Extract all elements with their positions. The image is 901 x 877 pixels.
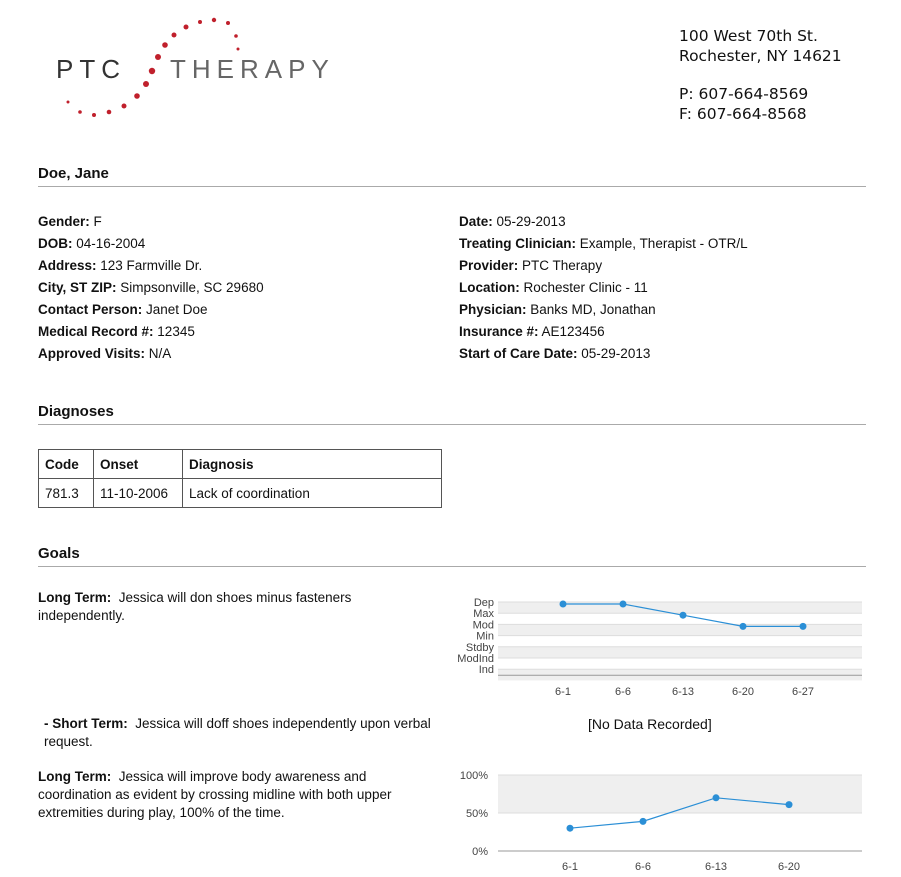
data-point (620, 601, 627, 608)
info-value: PTC Therapy (518, 258, 603, 273)
x-tick-label: 6-6 (635, 861, 651, 873)
info-value: Rochester Clinic - 11 (519, 280, 648, 295)
phone-number: P: 607-664-8569 (679, 85, 809, 103)
x-tick-label: 6-1 (555, 686, 571, 695)
column-header-diagnosis: Diagnosis (183, 450, 442, 479)
patient-name: Doe, Jane (38, 165, 109, 182)
info-row (38, 299, 264, 321)
diagnoses-table (38, 449, 442, 508)
info-value: 12345 (153, 324, 195, 339)
info-value: AE123456 (538, 324, 605, 339)
info-value: 05-29-2013 (492, 214, 566, 229)
data-point (567, 825, 574, 832)
info-row (38, 343, 264, 365)
divider (38, 566, 866, 567)
info-label: Medical Record #: (38, 324, 154, 339)
diagnosis-onset: 11-10-2006 (94, 479, 183, 508)
y-tick-label: ModInd (457, 653, 494, 665)
info-value: 05-29-2013 (577, 346, 651, 361)
y-tick-label: Mod (472, 619, 494, 632)
x-tick-label: 6-13 (704, 861, 728, 873)
info-label: City, ST ZIP: (38, 280, 117, 295)
info-row (459, 211, 748, 233)
info-value: Janet Doe (142, 302, 208, 317)
info-value: 04-16-2004 (72, 236, 146, 251)
goals-title: Goals (38, 545, 80, 562)
fax-number: F: 607-664-8568 (679, 105, 807, 123)
grid-band (498, 624, 862, 635)
data-point (640, 818, 647, 825)
y-tick-label: Stdby (465, 641, 494, 654)
y-tick-label: Min (476, 630, 494, 643)
x-tick-label: 6-6 (615, 686, 631, 695)
y-tick-label: 0% (472, 846, 488, 858)
x-tick-label: 6-1 (562, 861, 578, 873)
percentage-chart (440, 766, 870, 877)
info-value: Banks MD, Jonathan (526, 302, 656, 317)
goal-text: Jessica will doff shoes independently upon verbal request. (44, 716, 431, 749)
clinic-address (679, 26, 842, 124)
y-tick-label: Dep (473, 597, 494, 609)
data-point (560, 601, 567, 608)
info-value: F (89, 214, 102, 229)
no-data-message: [No Data Recorded] (588, 716, 712, 732)
info-label: Location: (459, 280, 520, 295)
goal-text: Jessica will improve body awareness and coordination as evident by crossing midline with both upper extremities during play, 100% of the time. (38, 769, 392, 820)
grid-band (498, 647, 862, 658)
info-value: Example, Therapist - OTR/L (576, 236, 748, 251)
info-row (459, 233, 748, 255)
table-row (39, 479, 442, 508)
info-label: Start of Care Date: (459, 346, 578, 361)
info-row (38, 233, 264, 255)
info-label: Approved Visits: (38, 346, 146, 361)
info-label: Treating Clinician: (459, 236, 577, 251)
grid-band (498, 775, 862, 813)
info-label: Physician: (459, 302, 527, 317)
logo-therapy-text: THERAPY (170, 54, 335, 84)
info-label: Gender: (38, 214, 90, 229)
goal-item (38, 589, 413, 625)
data-point (786, 801, 793, 808)
y-tick-label: 50% (465, 808, 488, 820)
x-tick-label: 6-27 (791, 686, 815, 695)
diagnosis-code: 781.3 (39, 479, 94, 508)
info-label: Date: (459, 214, 493, 229)
divider (38, 424, 866, 425)
goal-label: Long Term: (38, 590, 112, 605)
goal-item (38, 768, 443, 822)
info-value: 123 Farmville Dr. (96, 258, 203, 273)
data-point (713, 794, 720, 801)
info-row (38, 255, 264, 277)
info-row (459, 299, 748, 321)
info-value: Simpsonville, SC 29680 (116, 280, 264, 295)
address-line-1: 100 West 70th St. (679, 27, 818, 45)
info-label: DOB: (38, 236, 73, 251)
info-row (459, 277, 748, 299)
x-tick-label: 6-20 (731, 686, 755, 695)
info-label: Contact Person: (38, 302, 143, 317)
y-tick-label: 100% (459, 770, 488, 782)
info-label: Insurance #: (459, 324, 539, 339)
grid-band (498, 602, 862, 613)
data-point (800, 623, 807, 630)
goal-label: - Short Term: (44, 716, 128, 731)
data-point (680, 612, 687, 619)
logo-ptc-text: PTC (56, 54, 126, 84)
info-label: Provider: (459, 258, 519, 273)
column-header-code: Code (39, 450, 94, 479)
info-row (38, 277, 264, 299)
ptc-therapy-logo (52, 14, 382, 124)
assistance-level-chart (440, 590, 870, 695)
y-tick-label: Max (473, 608, 494, 621)
info-row (459, 343, 748, 365)
info-row (38, 321, 264, 343)
info-label: Address: (38, 258, 97, 273)
goal-label: Long Term: (38, 769, 112, 784)
goal-text: Jessica will don shoes minus fasteners independently. (38, 590, 352, 623)
column-header-onset: Onset (94, 450, 183, 479)
goal-item (44, 715, 444, 751)
address-line-2: Rochester, NY 14621 (679, 47, 842, 65)
x-tick-label: 6-13 (671, 686, 695, 695)
patient-info-left (38, 211, 264, 365)
patient-info-right (459, 211, 748, 365)
info-row (459, 321, 748, 343)
info-row (459, 255, 748, 277)
info-row (38, 211, 264, 233)
info-value: N/A (145, 346, 172, 361)
data-point (740, 623, 747, 630)
table-header-row (39, 450, 442, 479)
y-tick-label: Ind (478, 664, 494, 677)
diagnosis-description: Lack of coordination (183, 479, 442, 508)
x-tick-label: 6-20 (777, 861, 801, 873)
divider (38, 186, 866, 187)
diagnoses-title: Diagnoses (38, 403, 114, 420)
